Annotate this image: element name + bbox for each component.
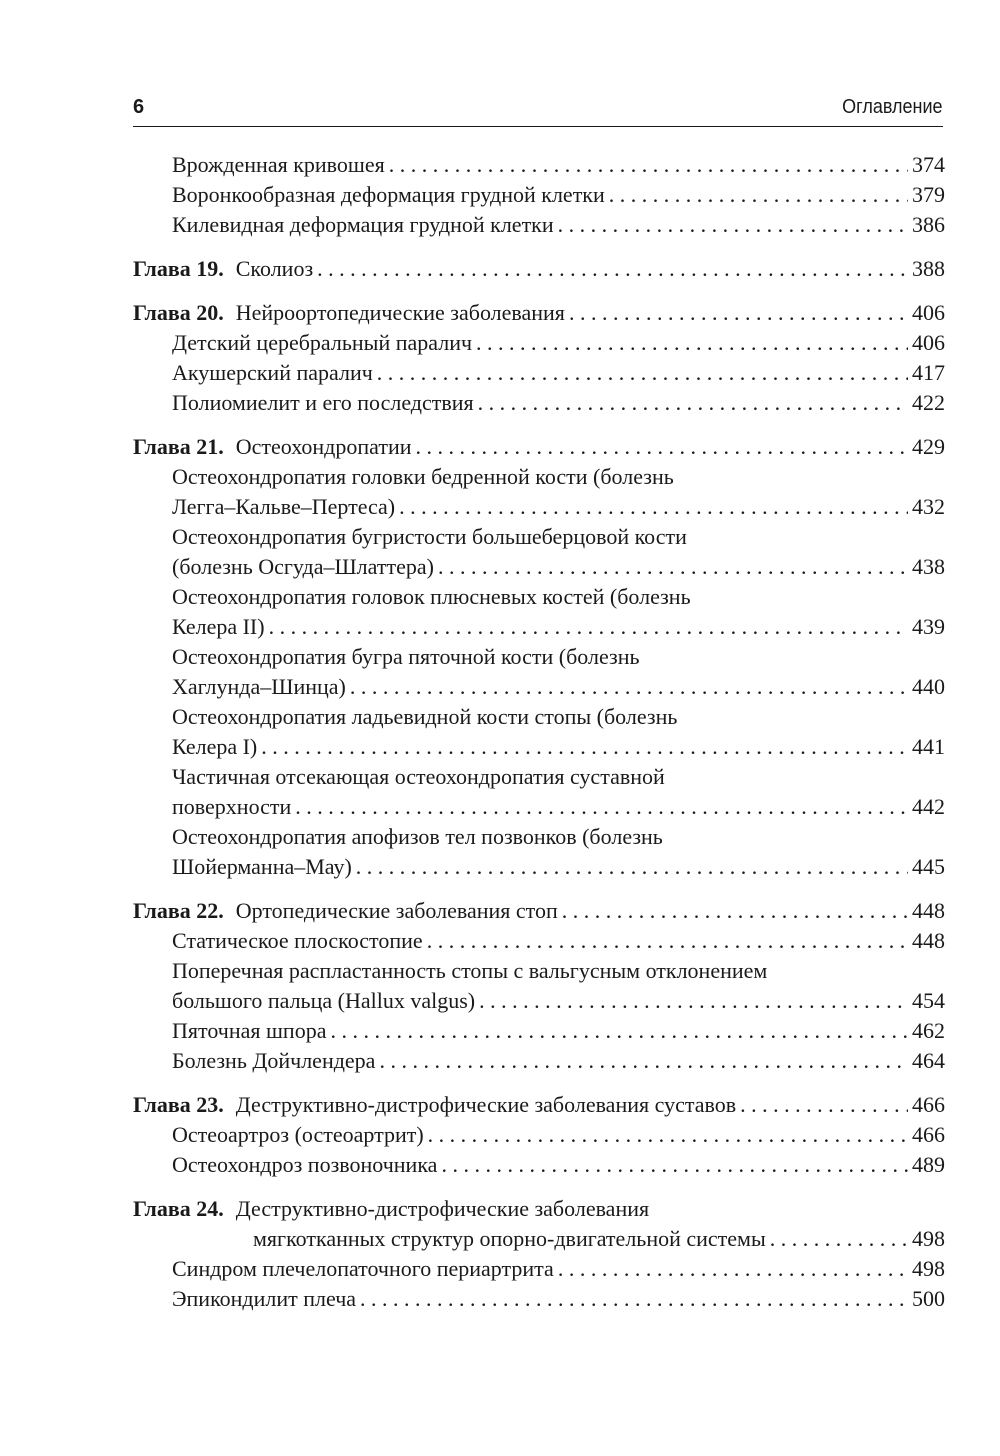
toc-entry[interactable]: Келера I) . . . 441 <box>133 732 945 762</box>
toc-chapter-23[interactable] <box>133 1090 945 1120</box>
toc-page: 489 <box>912 1152 945 1177</box>
toc-entry[interactable]: Шойерманна–Мау) . . . 445 <box>133 852 945 882</box>
toc-page: 441 <box>912 734 945 759</box>
toc-page: 440 <box>912 674 945 699</box>
toc-chapter-24-cont[interactable]: мягкотканных структур опорно-двигательной системы . . . 498 <box>133 1224 945 1254</box>
chapter-title: Деструктивно-дистрофические заболевания <box>235 1196 650 1221</box>
toc-page: 448 <box>912 898 945 923</box>
chapter-title: Остеохондропатии <box>235 434 412 459</box>
toc-entry[interactable]: Келера II) . . . 439 <box>133 612 945 642</box>
chapter-label: Глава 21. <box>133 434 224 459</box>
toc-page: 386 <box>912 212 945 237</box>
toc-page: 422 <box>912 390 945 415</box>
chapter-label: Глава 23. <box>133 1092 224 1117</box>
toc-page: 500 <box>912 1286 945 1311</box>
toc-page: 442 <box>912 794 945 819</box>
toc-entry[interactable]: Легга–Кальве–Пертеса) . . . 432 <box>133 492 945 522</box>
toc-chapter-24[interactable] <box>133 1194 945 1224</box>
toc-page: 417 <box>912 360 945 385</box>
toc-page: 432 <box>912 494 945 519</box>
toc-entry-line1[interactable]: Частичная отсекающая остеохондропатия суставной <box>172 764 665 789</box>
chapter-title: Деструктивно-дистрофические заболевания суставов <box>235 1092 737 1117</box>
toc-page: 498 <box>912 1256 945 1281</box>
toc-entry[interactable]: Килевидная деформация грудной клетки . . . 386 <box>133 210 945 240</box>
chapter-title: Ортопедические заболевания стоп <box>235 898 558 923</box>
toc-entry[interactable]: Врожденная кривошея . . . 374 <box>133 150 945 180</box>
toc-page: 429 <box>912 434 945 459</box>
table-of-contents <box>133 150 945 1314</box>
toc-entry-line1[interactable]: Поперечная распластанность стопы с вальгусным отклонением <box>172 958 768 983</box>
toc-entry[interactable]: Полиомиелит и его последствия . . . 422 <box>133 388 945 418</box>
toc-page: 454 <box>912 988 945 1013</box>
toc-page: 498 <box>912 1226 945 1251</box>
toc-entry[interactable]: Воронкообразная деформация грудной клетки . . . 379 <box>133 180 945 210</box>
running-header <box>133 96 943 127</box>
toc-entry-line1[interactable]: Остеохондропатия головки бедренной кости (болезнь <box>172 464 674 489</box>
toc-entry-line1[interactable]: Остеохондропатия ладьевидной кости стопы (болезнь <box>172 704 678 729</box>
page-number: 6 <box>133 96 145 118</box>
chapter-label: Глава 19. <box>133 256 224 281</box>
toc-entry[interactable]: Синдром плечелопаточного периартрита . . . 498 <box>133 1254 945 1284</box>
toc-page: 379 <box>912 182 945 207</box>
toc-page: 388 <box>912 256 945 281</box>
toc-entry[interactable]: большого пальца (Hallux valgus) . . . 454 <box>133 986 945 1016</box>
toc-page: 464 <box>912 1048 945 1073</box>
toc-entry-line1[interactable]: Остеохондропатия бугристости большеберцовой кости <box>172 524 687 549</box>
toc-entry[interactable]: Детский церебральный паралич . . . 406 <box>133 328 945 358</box>
toc-entry-line1[interactable]: Остеохондропатия головок плюсневых костей (болезнь <box>172 584 691 609</box>
toc-page: 439 <box>912 614 945 639</box>
toc-page: 445 <box>912 854 945 879</box>
section-title: Оглавление <box>842 96 943 118</box>
toc-page: 406 <box>912 300 945 325</box>
toc-chapter-19[interactable] <box>133 254 945 284</box>
toc-entry[interactable]: Остеоартроз (остеоартрит) . . . 466 <box>133 1120 945 1150</box>
toc-page: 466 <box>912 1122 945 1147</box>
toc-entry[interactable]: Статическое плоскостопие . . . 448 <box>133 926 945 956</box>
chapter-label: Глава 24. <box>133 1196 224 1221</box>
toc-entry[interactable]: Болезнь Дойчлендера . . . 464 <box>133 1046 945 1076</box>
toc-entry[interactable]: Остеохондроз позвоночника . . . 489 <box>133 1150 945 1180</box>
toc-page: 448 <box>912 928 945 953</box>
toc-entry[interactable]: (болезнь Осгуда–Шлаттера) . . . 438 <box>133 552 945 582</box>
toc-chapter-22[interactable] <box>133 896 945 926</box>
toc-entry-line1[interactable]: Остеохондропатия апофизов тел позвонков (болезнь <box>172 824 663 849</box>
chapter-label: Глава 20. <box>133 300 224 325</box>
chapter-title: Нейроортопедические заболевания <box>235 300 565 325</box>
toc-page: 462 <box>912 1018 945 1043</box>
toc-page: 466 <box>912 1092 945 1117</box>
toc-page: 374 <box>912 152 945 177</box>
toc-page: 438 <box>912 554 945 579</box>
toc-entry-line1[interactable]: Остеохондропатия бугра пяточной кости (болезнь <box>172 644 640 669</box>
toc-entry[interactable]: Хаглунда–Шинца) . . . 440 <box>133 672 945 702</box>
chapter-title: Сколиоз <box>235 256 314 281</box>
toc-page: 406 <box>912 330 945 355</box>
toc-chapter-21[interactable] <box>133 432 945 462</box>
toc-entry[interactable]: поверхности . . . 442 <box>133 792 945 822</box>
toc-entry[interactable]: Акушерский паралич . . . 417 <box>133 358 945 388</box>
toc-entry[interactable]: Эпикондилит плеча . . . 500 <box>133 1284 945 1314</box>
toc-chapter-20[interactable] <box>133 298 945 328</box>
chapter-label: Глава 22. <box>133 898 224 923</box>
toc-entry[interactable]: Пяточная шпора . . . 462 <box>133 1016 945 1046</box>
